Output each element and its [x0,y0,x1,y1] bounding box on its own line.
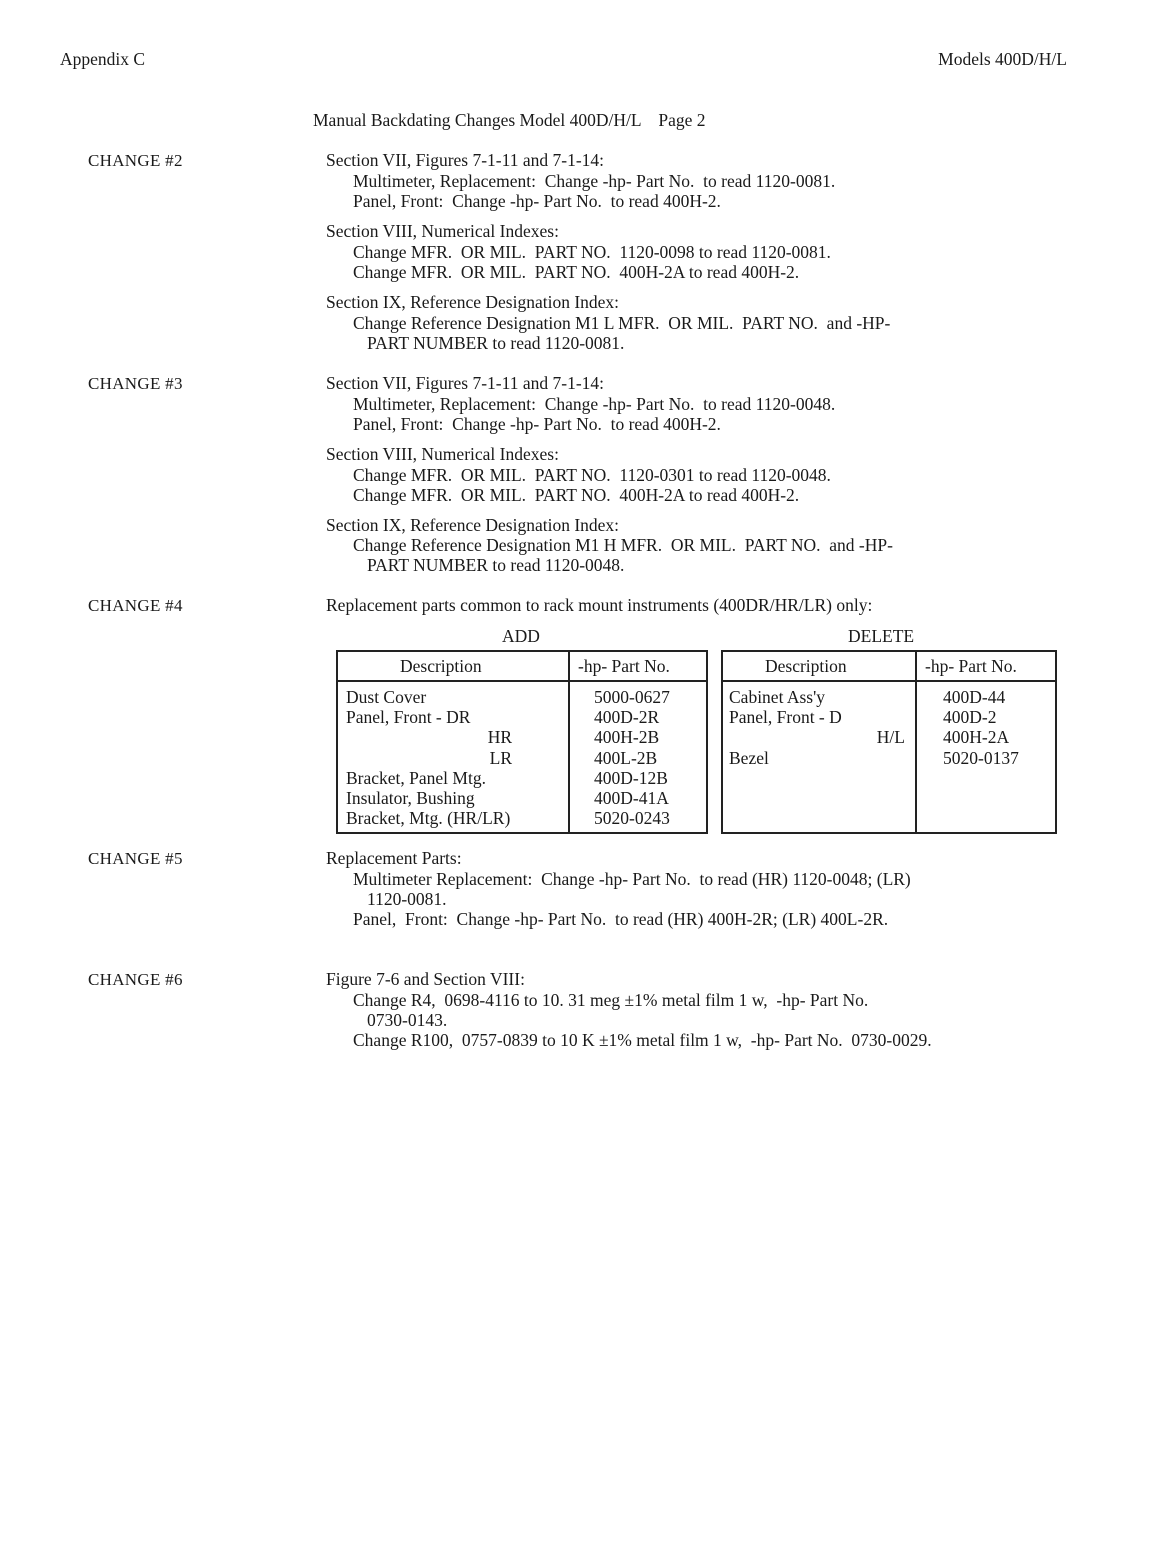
c3-s3-line1: Change Reference Designation M1 H MFR. OR MIL. PART NO. and -HP- [353,535,893,555]
add-row-part: 400H-2B [594,727,660,748]
c3-s1-head: Section VII, Figures 7-1-11 and 7-1-14: [326,373,605,393]
add-row-desc: Panel, Front - DR [346,707,471,728]
c2-s1-head: Section VII, Figures 7-1-11 and 7-1-14: [326,150,605,170]
add-row-desc: HR [487,727,512,748]
add-row-desc: Bracket, Panel Mtg. [346,767,486,788]
c5-line3: Panel, Front: Change -hp- Part No. to read (HR) 400H-2R; (LR) 400L-2R. [353,909,889,929]
delete-table-divider [915,652,917,832]
delete-desc-column [729,687,905,768]
c3-s3-head: Section IX, Reference Designation Index: [326,515,620,535]
delete-row-part: 400H-2A [943,727,1010,748]
c2-s3-line1: Change Reference Designation M1 L MFR. OR MIL. PART NO. and -HP- [353,313,891,333]
add-table-divider [568,652,570,832]
add-row-part: 400D-12B [594,767,668,788]
delete-row-part: 5020-0137 [943,747,1019,768]
c5-line1: Multimeter Replacement: Change -hp- Part No. to read (HR) 1120-0048; (LR) [353,869,911,889]
add-row-desc: LR [489,747,512,768]
c6-line3: Change R100, 0757-0839 to 10 K ±1% metal film 1 w, -hp- Part No. 0730-0029. [353,1030,932,1050]
c6-line1: Change R4, 0698-4116 to 10. 31 meg ±1% metal film 1 w, -hp- Part No. [353,990,869,1010]
c2-s2-line2: Change MFR. OR MIL. PART NO. 400H-2A to read 400H-2. [353,262,800,282]
c2-s2-head: Section VIII, Numerical Indexes: [326,221,559,241]
add-caption: ADD [502,626,540,646]
change-6-label: CHANGE #6 [88,970,183,989]
c3-s2-head: Section VIII, Numerical Indexes: [326,444,559,464]
header-models: Models 400D/H/L [938,49,1067,69]
c2-s1-line2: Panel, Front: Change -hp- Part No. to read 400H-2. [353,191,721,211]
c2-s2-line1: Change MFR. OR MIL. PART NO. 1120-0098 to read 1120-0081. [353,242,831,262]
delete-col-description: Description [765,656,847,676]
add-table [336,650,708,834]
delete-caption: DELETE [848,626,915,646]
c3-s3-line2: PART NUMBER to read 1120-0048. [367,555,625,575]
delete-row-desc: H/L [876,727,905,748]
delete-row-part: 400D-44 [943,687,1006,707]
c4-intro: Replacement parts common to rack mount instruments (400DR/HR/LR) only: [326,595,873,615]
page-title: Manual Backdating Changes Model 400D/H/L Page 2 [313,110,706,130]
c6-line2: 0730-0143. [367,1010,448,1030]
add-part-column [594,687,670,828]
c6-head: Figure 7-6 and Section VIII: [326,969,525,989]
add-row-desc: Bracket, Mtg. (HR/LR) [346,808,511,829]
delete-table [721,650,1057,834]
delete-row-desc: Panel, Front - D [729,707,842,728]
change-5-label: CHANGE #5 [88,849,183,868]
c3-s2-line2: Change MFR. OR MIL. PART NO. 400H-2A to read 400H-2. [353,485,800,505]
change-4-label: CHANGE #4 [88,596,183,615]
c5-line2: 1120-0081. [367,889,447,909]
add-row-desc: Insulator, Bushing [346,787,475,808]
add-col-part: -hp- Part No. [578,656,670,676]
c3-s2-line1: Change MFR. OR MIL. PART NO. 1120-0301 to read 1120-0048. [353,465,831,485]
add-row-part: 5000-0627 [594,687,670,707]
header-appendix: Appendix C [60,49,146,69]
delete-part-column [943,687,1019,768]
c2-s3-line2: PART NUMBER to read 1120-0081. [367,333,625,353]
add-row-part: 400D-41A [594,787,669,808]
add-desc-column [346,687,558,828]
delete-row-desc: Bezel [729,747,769,768]
add-row-desc: Dust Cover [346,687,427,707]
c5-head: Replacement Parts: [326,848,462,868]
add-row-part: 400D-2R [594,707,660,728]
c2-s1-line1: Multimeter, Replacement: Change -hp- Part No. to read 1120-0081. [353,171,836,191]
add-col-description: Description [400,656,482,676]
change-2-label: CHANGE #2 [88,151,183,170]
delete-row-desc: Cabinet Ass'y [729,687,826,707]
add-row-part: 400L-2B [594,747,658,768]
delete-row-part: 400D-2 [943,707,997,728]
c3-s1-line1: Multimeter, Replacement: Change -hp- Part No. to read 1120-0048. [353,394,836,414]
add-row-part: 5020-0243 [594,808,670,829]
change-3-label: CHANGE #3 [88,374,183,393]
c2-s3-head: Section IX, Reference Designation Index: [326,292,620,312]
c3-s1-line2: Panel, Front: Change -hp- Part No. to read 400H-2. [353,414,721,434]
delete-col-part: -hp- Part No. [925,656,1017,676]
